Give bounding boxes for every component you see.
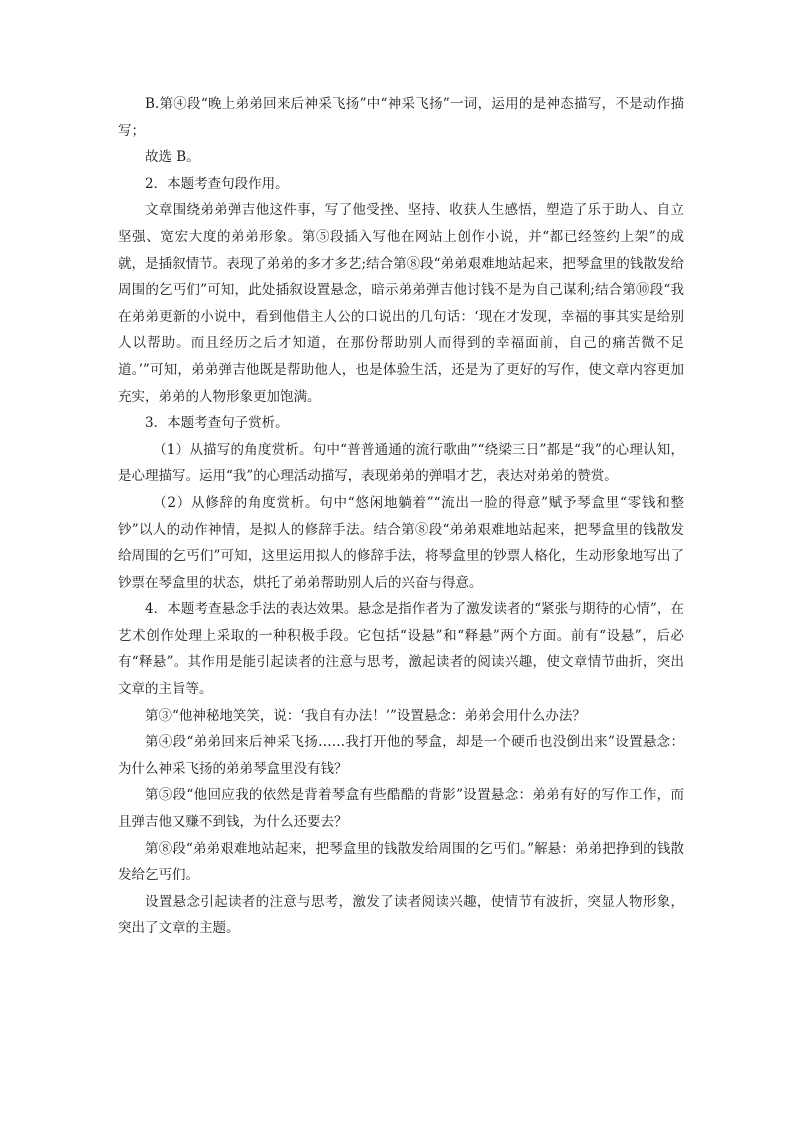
paragraph-suspense-3: 第③“他神秘地笑笑，说：‘我自有办法！’”设置悬念：弟弟会用什么办法？ — [145, 707, 586, 724]
paragraph-q2-body: 文章围绕弟弟弹吉他这件事，写了他受挫、坚持、收获人生感悟，塑造了乐于助人、自立坚强、宽宏大度的弟弟形象。第⑤段插入写他在网站上创作小说，并“都已经签约上架”的成就，是插叙情节。表现了弟弟的多才多艺;结合第⑧段“弟弟艰难地站起来，把琴盒里的钱散发给周围的乞丐们”可知，此处插叙设置悬念，暗示弟弟弹吉他讨钱不是为自己谋利;结合第⑩段“我在弟弟更新的小说中，看到他借主人公的口说出的几句话：‘现在才发现，幸福的事其实是给别人以帮助。而且经历之后才知道，在那份帮助别人而得到的幸福面前，自己的痛苦微不足道。’”可知，弟弟弹吉他既是帮助他人，也是体验生活，还是为了更好的写作，使文章内容更加充实，弟弟的人物形象更加饱满。 — [118, 202, 684, 405]
paragraph-q4-body: 4．本题考查悬念手法的表达效果。悬念是指作者为了激发读者的“紧张与期待的心情”，在艺术创作处理上采取的一种积极手段。它包括“设悬”和“释悬”两个方面。前有“设悬”，后必有“释悬”。其作用是能引起读者的注意与思考，激起读者的阅读兴趣，使文章情节曲折，突出文章的主旨等。 — [118, 601, 684, 698]
paragraph-conclusion: 设置悬念引起读者的注意与思考，激发了读者阅读兴趣，使情节有波折，突显人物形象，突出了文章的主题。 — [118, 893, 684, 937]
paragraph-q2-heading: 2．本题考查句段作用。 — [145, 175, 289, 192]
document-body — [118, 91, 684, 942]
paragraph-q3-part2: （2）从修辞的角度赏析。句中“悠闲地躺着”“流出一脸的得意”赋予琴盒里“零钱和整钞”以人的动作神情，是拟人的修辞手法。结合第⑧段“弟弟艰难地站起来，把琴盒里的钱散发给周围的乞丐们”可知，这里运用拟人的修辞手法，将琴盒里的钞票人格化，生动形象地写出了钞票在琴盒里的状态，烘托了弟弟帮助别人后的兴奋与得意。 — [118, 494, 684, 591]
paragraph-option-b: B.第④段“晚上弟弟回来后神采飞扬”中“神采飞扬”一词，运用的是神态描写，不是动作描写； — [118, 96, 684, 139]
paragraph-resolve-8: 第⑧段“弟弟艰难地站起来，把琴盒里的钱散发给周围的乞丐们。”解悬：弟弟把挣到的钱散发给乞丐们。 — [118, 840, 684, 884]
paragraph-q3-part1: （1）从描写的角度赏析。句中“普普通通的流行歌曲”“绕梁三日”都是“我”的心理认知，是心理描写。运用“我”的心理活动描写，表现弟弟的弹唱才艺，表达对弟弟的赞赏。 — [118, 441, 684, 485]
paragraph-suspense-4: 第④段“弟弟回来后神采飞扬……我打开他的琴盒，却是一个硬币也没倒出来”设置悬念：为什么神采飞扬的弟弟琴盒里没有钱？ — [118, 734, 684, 777]
paragraph-answer: 故选 B。 — [145, 149, 200, 166]
paragraph-q3-heading: 3．本题考查句子赏析。 — [145, 415, 289, 432]
paragraph-suspense-5: 第⑤段“他回应我的依然是背着琴盒有些酷酷的背影”设置悬念：弟弟有好的写作工作，而且弹吉他又赚不到钱，为什么还要去？ — [118, 787, 684, 831]
